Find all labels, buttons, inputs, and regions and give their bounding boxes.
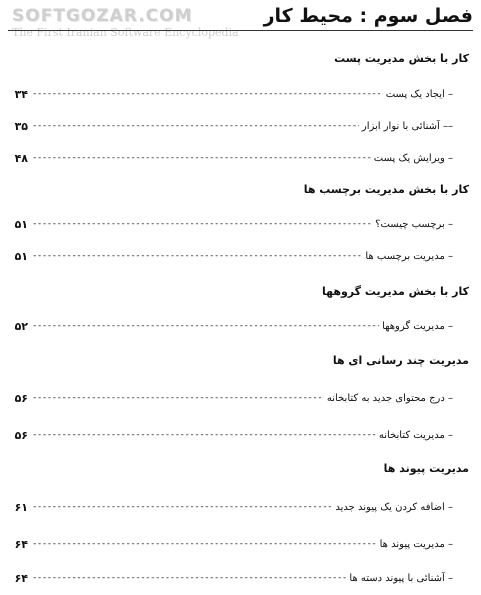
toc-entry-label: – مدیریت برچسب ها bbox=[365, 250, 453, 262]
toc-page-number: ۵۶ bbox=[14, 428, 28, 442]
toc-entry-label: – مدیریت گروهها bbox=[382, 320, 453, 332]
toc-entry[interactable] bbox=[12, 390, 453, 406]
watermark-logo: SOFTGOZAR.COM bbox=[12, 6, 193, 26]
toc-entry-label: – مدیریت کتابخانه bbox=[378, 429, 453, 441]
toc-entry[interactable] bbox=[12, 499, 453, 515]
toc-entry[interactable] bbox=[12, 118, 453, 134]
dot-leader bbox=[32, 321, 379, 331]
toc-entry[interactable] bbox=[12, 248, 453, 264]
toc-entry[interactable] bbox=[12, 86, 453, 102]
dot-leader bbox=[32, 219, 372, 229]
toc-page-number: ۳۵ bbox=[14, 119, 28, 133]
toc-page-number: ۶۴ bbox=[14, 537, 28, 551]
section-heading-links: مدیریت پیوند ها bbox=[383, 462, 469, 475]
toc-entry[interactable] bbox=[12, 318, 453, 334]
toc-page-number: ۴۸ bbox=[14, 151, 28, 165]
chapter-title: فصل سوم : محیط کار bbox=[263, 5, 473, 27]
toc-entry-label: – درج محتوای جدید به کتابخانه bbox=[326, 392, 453, 404]
dot-leader bbox=[32, 251, 362, 261]
dot-leader bbox=[32, 430, 376, 440]
toc-entry-label: – ویرایش یک پست bbox=[373, 152, 453, 164]
toc-entry[interactable] bbox=[12, 570, 453, 586]
title-divider bbox=[8, 30, 473, 31]
dot-leader bbox=[32, 153, 371, 163]
dot-leader bbox=[32, 502, 332, 512]
dot-leader bbox=[32, 539, 377, 549]
section-heading-groups: کار با بخش مدیریت گروهها bbox=[321, 285, 469, 298]
toc-entry-label: –– آشنائی با نوار ابزار bbox=[361, 120, 453, 132]
toc-entry[interactable] bbox=[12, 536, 453, 552]
section-heading-posts: کار با بخش مدیریت پست bbox=[334, 52, 469, 65]
toc-entry-label: – اضافه کردن یک پیوند جدید bbox=[335, 501, 453, 513]
toc-page-number: ۵۱ bbox=[14, 217, 28, 231]
toc-entry-label: – ایجاد یک پست bbox=[385, 88, 453, 100]
dot-leader bbox=[32, 121, 359, 131]
section-heading-media: مدیریت چند رسانی ای ها bbox=[332, 354, 469, 367]
toc-page-number: ۵۶ bbox=[14, 391, 28, 405]
toc-entry[interactable] bbox=[12, 216, 453, 232]
toc-page-number: ۳۴ bbox=[14, 87, 28, 101]
toc-entry-label: – مدیریت پیوند ها bbox=[379, 538, 453, 550]
toc-page-number: ۶۱ bbox=[14, 500, 28, 514]
toc-page-number: ۵۲ bbox=[14, 319, 28, 333]
toc-entry-label: – آشنائی با پیوند دسته ها bbox=[349, 572, 453, 584]
section-heading-tags: کار با بخش مدیریت برچسب ها bbox=[303, 183, 469, 196]
toc-page-number: ۶۴ bbox=[14, 571, 28, 585]
toc-entry-label: – برچسب چیست؟ bbox=[375, 218, 453, 230]
watermark-tagline: The First Iranian Software Encyclopedia bbox=[12, 26, 239, 39]
toc-page-number: ۵۱ bbox=[14, 249, 28, 263]
softgozar-watermark bbox=[12, 6, 242, 39]
dot-leader bbox=[32, 89, 383, 99]
toc-entry[interactable] bbox=[12, 427, 453, 443]
toc-entry[interactable] bbox=[12, 150, 453, 166]
dot-leader bbox=[32, 573, 346, 583]
dot-leader bbox=[32, 393, 324, 403]
